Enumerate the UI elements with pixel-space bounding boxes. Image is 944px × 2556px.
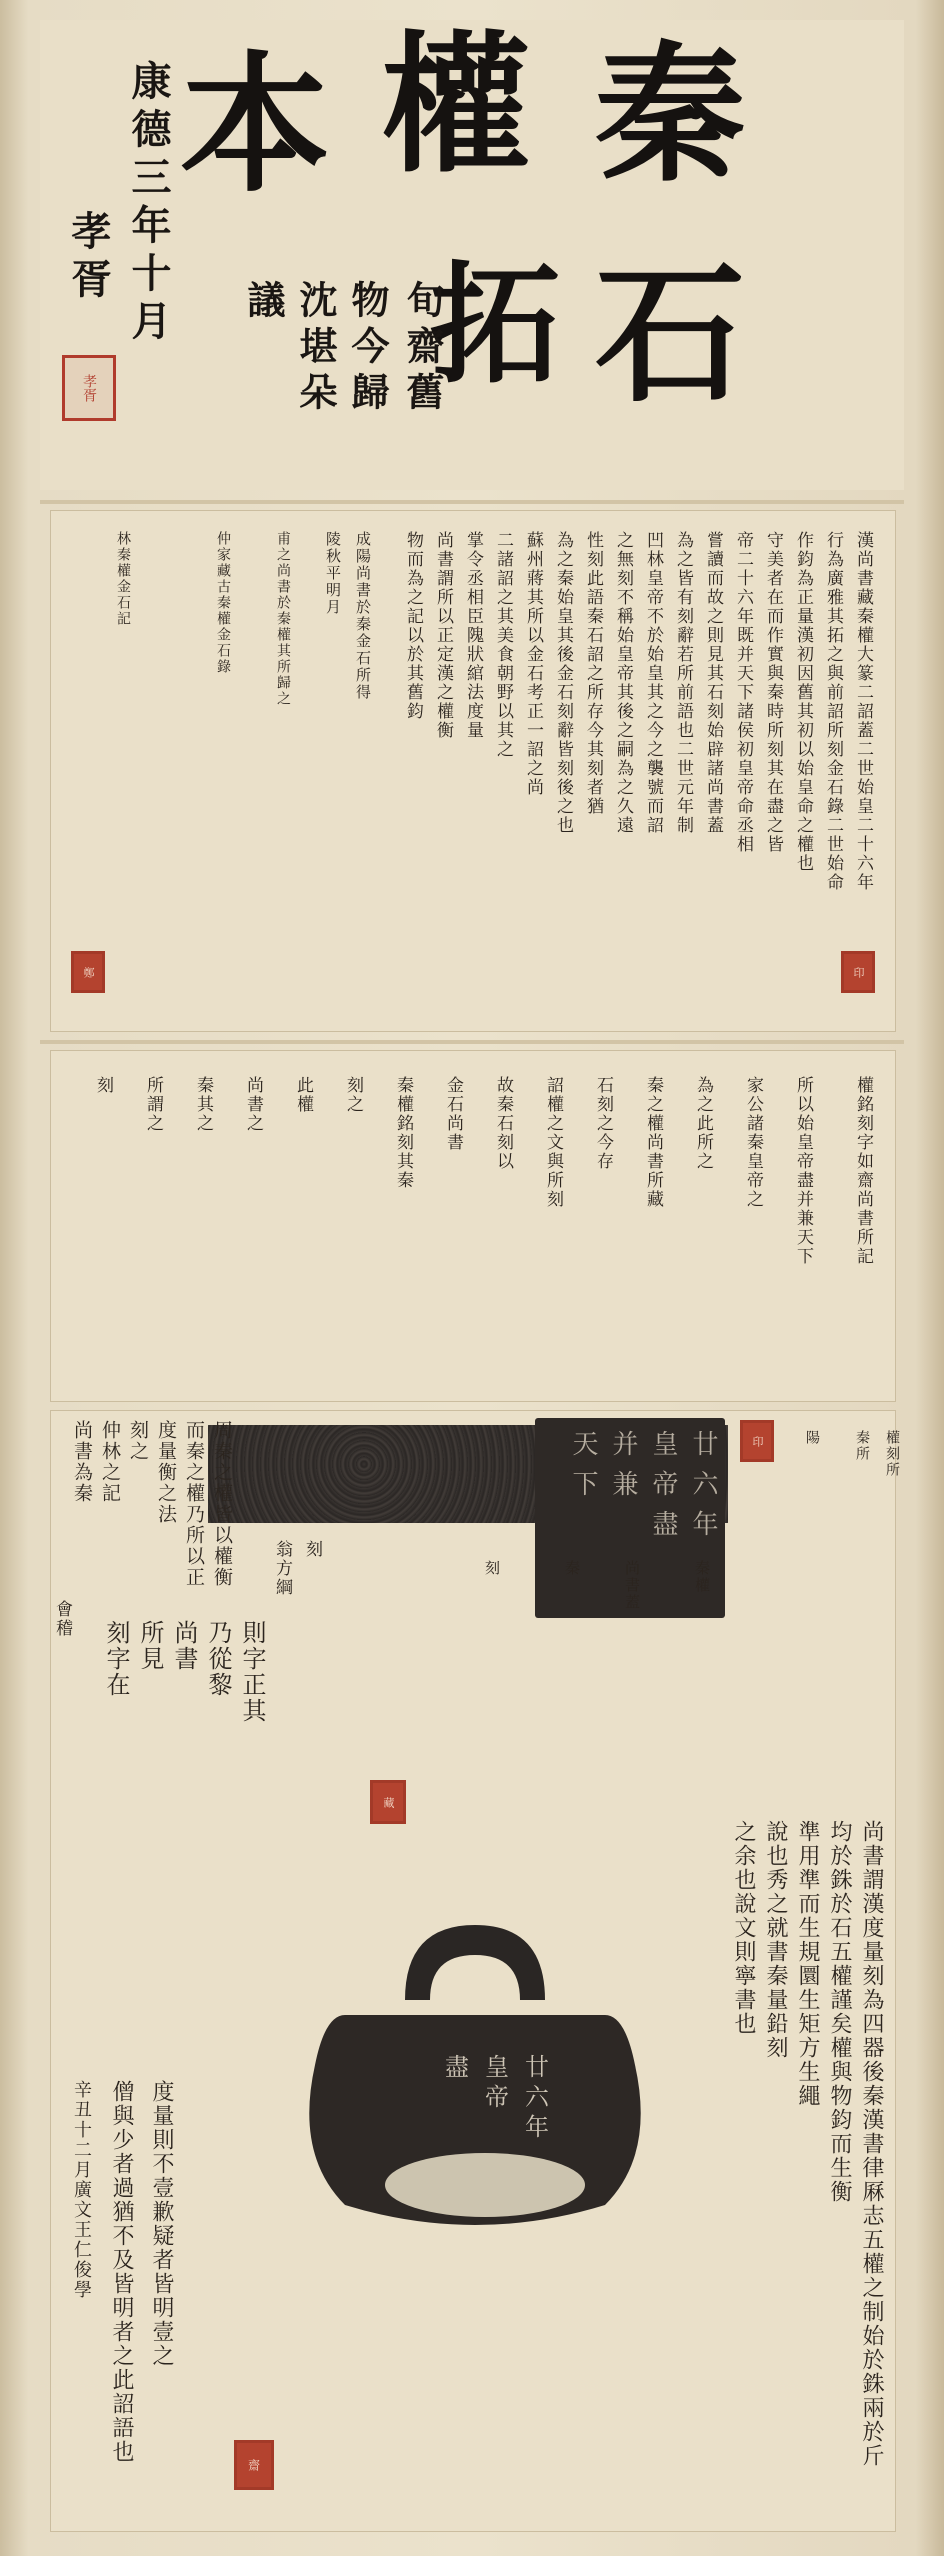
date-column: 康德三年十月	[125, 60, 172, 348]
text-col: 度量則不壹歉疑者皆明壹之	[149, 2080, 174, 2368]
title-panel	[40, 17, 904, 490]
weight-char: 帝	[485, 2083, 509, 2111]
text-col: 僧與少者過猶不及皆明者之此詔語也	[109, 2080, 134, 2464]
text-col: 權銘刻字如齋尚書所記	[853, 1076, 873, 1266]
text-col: 而秦之權乃所以正	[183, 1420, 205, 1588]
text-col: 故秦石刻以	[493, 1076, 513, 1171]
text-col: 尚書謂漢度量刻為四器後秦漢書律厤志五權之制始於銖兩於斤	[859, 1820, 884, 2468]
text-col: 尚書	[170, 1620, 198, 1672]
title-char-tuo: 拓	[430, 248, 561, 401]
text-col: 之余也說文則寧書也	[731, 1820, 756, 2036]
text-col: 會稽	[52, 1600, 72, 1638]
text-col: 守美者在而作實與秦時所刻其在盡之皆	[763, 531, 783, 854]
text-col: 尚書謂所以正定漢之權衡	[433, 531, 453, 740]
red-seal: 鄭	[71, 951, 105, 993]
text-col: 石刻之今存	[593, 1076, 613, 1171]
weight-rubbing	[285, 1905, 665, 2235]
text-col: 蘇州蔣其所以金石考正一詔之尚	[523, 531, 543, 797]
text-col: 物而為之記以於其舊鈞	[403, 531, 423, 721]
weight-base-window	[385, 2153, 585, 2217]
text-col: 刻	[483, 1560, 501, 1577]
red-seal: 印	[841, 951, 875, 993]
text-col: 為之此所之	[693, 1076, 713, 1171]
text-col: 均於銖於石五權謹矣權與物鈞而生衡	[827, 1820, 852, 2204]
text-col: 則字正其	[238, 1620, 266, 1724]
text-col: 此權	[293, 1076, 313, 1114]
text-col: 刻	[302, 1540, 322, 1559]
rubbing-char: 并	[608, 1430, 638, 1456]
rubbing-char: 六	[688, 1470, 718, 1496]
text-col: 刻之	[127, 1420, 149, 1462]
text-col: 辛丑十二月廣文王仁俊學	[71, 2080, 92, 2300]
text-col: 翁方綱	[272, 1540, 292, 1597]
text-col: 二諸詔之其美食朝野以其之	[493, 531, 513, 759]
text-col: 秦之權尚書所藏	[643, 1076, 663, 1209]
inscription-col-4: 議	[241, 280, 286, 326]
text-col: 尚書為秦	[71, 1420, 93, 1504]
weight-char: 六	[525, 2083, 549, 2111]
text-col: 秦	[563, 1560, 581, 1577]
divider-1	[40, 500, 904, 504]
text-col: 刻之	[343, 1076, 363, 1114]
text-col: 成陽尚書於秦金石所得	[354, 531, 372, 701]
signer-column: 孝胥	[65, 210, 112, 306]
text-col: 秦所	[854, 1430, 870, 1462]
text-col: 秦其之	[193, 1076, 213, 1133]
rubbing-char: 天	[568, 1430, 598, 1456]
text-col: 金石尚書	[443, 1076, 463, 1152]
text-col: 為之秦始皇其後金石刻辭皆刻後之也	[553, 531, 573, 835]
text-col: 尚書之	[243, 1076, 263, 1133]
text-col: 帝二十六年既并天下諸侯初皇帝命丞相	[733, 531, 753, 854]
red-seal: 藏	[370, 1780, 406, 1824]
title-char-ben: 本	[180, 37, 331, 213]
text-col: 乃從黎	[204, 1620, 232, 1698]
text-col: 甫之尚書於秦權其所歸之	[275, 531, 291, 707]
text-col: 刻	[93, 1076, 113, 1095]
red-seal-signer: 孝胥	[62, 355, 116, 421]
text-col: 仲林之記	[99, 1420, 121, 1504]
text-col: 凹林皇帝不於始皇其之今之襲號而詔	[643, 531, 663, 835]
text-col: 尚書蓋	[623, 1560, 641, 1611]
text-col: 作鈞為正量漢初因舊其初以始皇命之權也	[793, 531, 813, 873]
text-col: 漢尚書藏秦權大篆二詔蓋二世始皇二十六年	[853, 531, 873, 892]
text-col: 仲家藏古秦權金石錄	[215, 531, 231, 675]
upper-text-panel	[50, 510, 896, 1032]
text-col: 為之皆有刻辭若所前語也二世元年制	[673, 531, 693, 835]
weight-char: 盡	[445, 2053, 469, 2081]
rubbing-char: 年	[688, 1510, 718, 1536]
inscription-col-3: 沈堪朵	[293, 280, 338, 418]
text-col: 家公諸秦皇帝之	[743, 1076, 763, 1209]
text-col: 周秦之權皆以權衡	[211, 1420, 233, 1588]
text-col: 行為廣雅其拓之與前詔所刻金石錄二世始命	[823, 531, 843, 892]
rubbing-char: 盡	[648, 1510, 678, 1536]
text-col: 準用準而生規圜生矩方生繩	[795, 1820, 820, 2108]
divider-2	[40, 1040, 904, 1044]
text-col: 刻字在	[102, 1620, 130, 1698]
title-char-quan: 權	[380, 17, 531, 193]
weight-char: 皇	[485, 2053, 509, 2081]
text-col: 秦權銘刻其秦	[393, 1076, 413, 1190]
weight-char: 廿	[525, 2053, 549, 2081]
middle-text-panel	[50, 1050, 896, 1402]
rubbing-char: 皇	[648, 1430, 678, 1456]
text-col: 所以始皇帝盡并兼天下	[793, 1076, 813, 1266]
text-col: 陵秋平明月	[324, 531, 342, 616]
text-col: 說也秀之就書秦量鉛刻	[763, 1820, 788, 2060]
text-col: 度量衡之法	[155, 1420, 177, 1525]
text-col: 秦權	[693, 1560, 711, 1594]
text-col: 詔權之文與所刻	[543, 1076, 563, 1209]
inscription-col-2: 物今歸	[345, 280, 390, 418]
title-char-qin: 秦	[595, 27, 746, 203]
rubbing-char: 帝	[648, 1470, 678, 1496]
red-seal: 印	[740, 1420, 774, 1462]
inscription-col-1: 旬齋舊	[400, 280, 445, 418]
text-col: 性刻此語秦石詔之所存今其刻者猶	[583, 531, 603, 816]
text-col: 之無刻不稱始皇帝其後之嗣為之久遠	[613, 531, 633, 835]
weight-handle	[405, 1925, 545, 2000]
text-col: 所見	[136, 1620, 164, 1672]
text-col: 嘗讀而故之則見其石刻始辟諸尚書蓋	[703, 531, 723, 835]
text-col: 陽	[804, 1430, 820, 1446]
weight-char: 年	[525, 2113, 549, 2141]
rubbing-char: 兼	[608, 1470, 638, 1496]
text-col: 權刻所	[884, 1430, 900, 1478]
title-char-shi: 石	[595, 247, 746, 423]
text-col: 林秦權金石記	[115, 531, 131, 627]
text-col: 掌令丞相臣隗狀綰法度量	[463, 531, 483, 740]
text-col: 所謂之	[143, 1076, 163, 1133]
rubbing-char: 下	[568, 1470, 598, 1496]
rubbing-char: 廿	[688, 1430, 718, 1456]
red-seal: 齋	[234, 2440, 274, 2490]
